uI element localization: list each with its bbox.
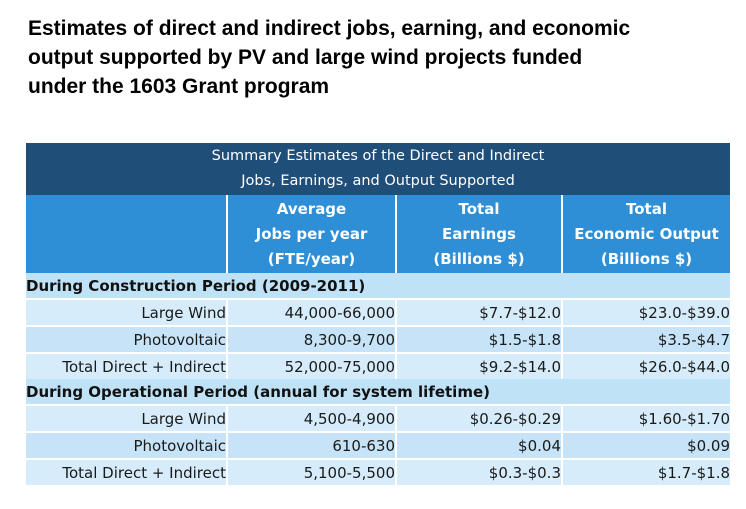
header-line: Total — [458, 199, 500, 218]
earnings-cell: $0.04 — [396, 432, 562, 459]
title-line: output supported by PV and large wind projects funded — [28, 46, 583, 69]
output-cell: $23.0-$39.0 — [562, 299, 730, 326]
table-row — [26, 353, 730, 379]
output-cell: $26.0-$44.0 — [562, 353, 730, 379]
section-heading-row — [26, 379, 730, 405]
title-line: Estimates of direct and indirect jobs, earning, and economic — [28, 17, 631, 40]
jobs-cell: 4,500-4,900 — [227, 405, 396, 432]
header-line: Total — [626, 199, 667, 218]
table-row — [26, 459, 730, 485]
caption-line: Jobs, Earnings, and Output Supported — [241, 173, 515, 189]
header-line: Jobs per year — [255, 224, 368, 243]
header-line: Economic Output — [574, 224, 719, 243]
table-caption — [26, 143, 730, 195]
header-line: (Billions $) — [433, 249, 525, 268]
header-line: Average — [276, 199, 347, 218]
section-heading: During Operational Period (annual for system lifetime) — [26, 379, 730, 405]
row-label: Photovoltaic — [26, 326, 227, 353]
row-label: Total Direct + Indirect — [26, 353, 227, 379]
earnings-cell: $0.26-$0.29 — [396, 405, 562, 432]
column-header-row — [26, 195, 730, 273]
table-row — [26, 299, 730, 326]
column-header-output — [562, 195, 730, 273]
earnings-cell: $9.2-$14.0 — [396, 353, 562, 379]
output-cell: $1.7-$1.8 — [562, 459, 730, 485]
table-row — [26, 326, 730, 353]
table-row — [26, 432, 730, 459]
header-line: (Billions $) — [600, 249, 693, 268]
header-line: Earnings — [442, 224, 516, 243]
jobs-cell: 610-630 — [227, 432, 396, 459]
column-header-jobs — [227, 195, 396, 273]
output-cell: $0.09 — [562, 432, 730, 459]
output-cell: $1.60-$1.70 — [562, 405, 730, 432]
row-label: Photovoltaic — [26, 432, 227, 459]
jobs-cell: 5,100-5,500 — [227, 459, 396, 485]
title-line: under the 1603 Grant program — [28, 75, 330, 98]
table-row — [26, 405, 730, 432]
summary-table — [26, 143, 730, 485]
output-cell: $3.5-$4.7 — [562, 326, 730, 353]
column-header-earnings — [396, 195, 562, 273]
earnings-cell: $1.5-$1.8 — [396, 326, 562, 353]
page-title — [28, 14, 740, 101]
row-label: Total Direct + Indirect — [26, 459, 227, 485]
header-line: (FTE/year) — [267, 249, 356, 268]
column-header-blank — [26, 195, 227, 273]
table-caption-row — [26, 143, 730, 195]
jobs-cell: 44,000-66,000 — [227, 299, 396, 326]
jobs-cell: 52,000-75,000 — [227, 353, 396, 379]
section-heading: During Construction Period (2009-2011) — [26, 273, 730, 299]
caption-line: Summary Estimates of the Direct and Indirect — [211, 148, 545, 164]
section-heading-row — [26, 273, 730, 299]
jobs-cell: 8,300-9,700 — [227, 326, 396, 353]
earnings-cell: $0.3-$0.3 — [396, 459, 562, 485]
row-label: Large Wind — [26, 299, 227, 326]
row-label: Large Wind — [26, 405, 227, 432]
earnings-cell: $7.7-$12.0 — [396, 299, 562, 326]
